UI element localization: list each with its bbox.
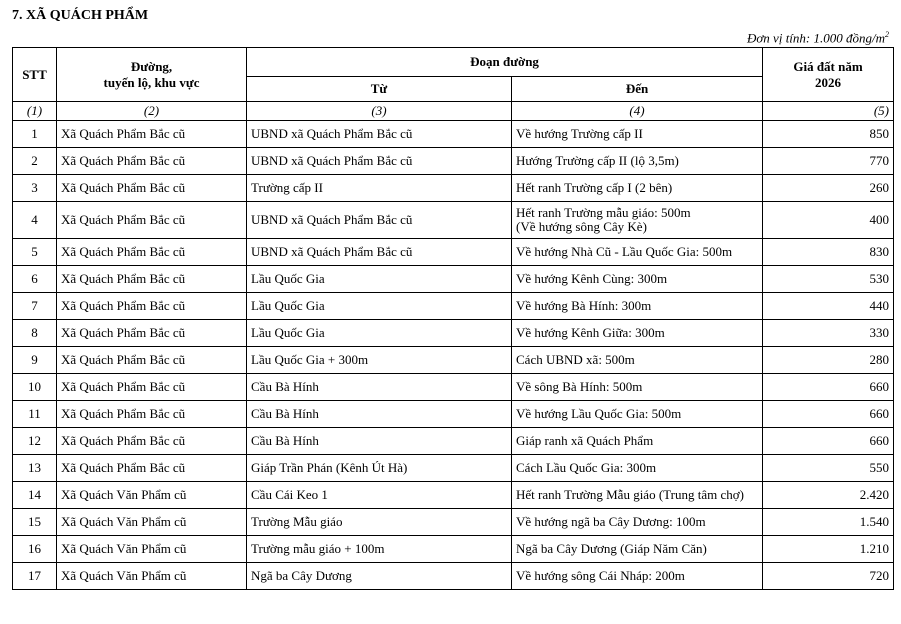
table-row <box>13 293 894 320</box>
header-price-line2: 2026 <box>815 74 842 90</box>
cell-to <box>512 202 763 239</box>
table-body <box>13 121 894 590</box>
column-index: (2) <box>57 102 247 121</box>
cell-to: Về hướng Kênh Giữa: 300m <box>512 320 763 347</box>
header-to: Đến <box>512 77 763 102</box>
table-row <box>13 482 894 509</box>
cell-price: 440 <box>763 293 894 320</box>
cell-to: Về hướng Bà Hính: 300m <box>512 293 763 320</box>
cell-road: Xã Quách Văn Phẩm cũ <box>57 509 247 536</box>
cell-road: Xã Quách Phẩm Bắc cũ <box>57 121 247 148</box>
cell-to: Về hướng ngã ba Cây Dương: 100m <box>512 509 763 536</box>
column-index: (4) <box>512 102 763 121</box>
section-title: 7. XÃ QUÁCH PHẨM <box>12 8 149 23</box>
header-stt: STT <box>13 48 57 102</box>
cell-stt: 7 <box>13 293 57 320</box>
cell-price: 770 <box>763 148 894 175</box>
table-row <box>13 509 894 536</box>
table-row <box>13 347 894 374</box>
cell-stt: 6 <box>13 266 57 293</box>
cell-road: Xã Quách Phẩm Bắc cũ <box>57 239 247 266</box>
table-row <box>13 428 894 455</box>
cell-to: Cách UBND xã: 500m <box>512 347 763 374</box>
cell-from: Lầu Quốc Gia <box>247 293 512 320</box>
cell-from: Trường mẫu giáo + 100m <box>247 536 512 563</box>
cell-road: Xã Quách Phẩm Bắc cũ <box>57 320 247 347</box>
cell-road: Xã Quách Phẩm Bắc cũ <box>57 293 247 320</box>
cell-to: Về hướng sông Cái Nháp: 200m <box>512 563 763 590</box>
cell-stt: 5 <box>13 239 57 266</box>
cell-road: Xã Quách Phẩm Bắc cũ <box>57 455 247 482</box>
table-row <box>13 455 894 482</box>
cell-price: 1.540 <box>763 509 894 536</box>
cell-price: 280 <box>763 347 894 374</box>
cell-stt: 16 <box>13 536 57 563</box>
cell-price: 660 <box>763 401 894 428</box>
land-price-table <box>12 47 894 590</box>
header-from: Từ <box>247 77 512 102</box>
cell-road: Xã Quách Phẩm Bắc cũ <box>57 401 247 428</box>
header-road-line2: tuyến lộ, khu vực <box>103 74 200 90</box>
cell-from: Cầu Bà Hính <box>247 428 512 455</box>
cell-price: 400 <box>763 202 894 239</box>
cell-price: 660 <box>763 428 894 455</box>
table-row <box>13 202 894 239</box>
cell-stt: 1 <box>13 121 57 148</box>
header-segment: Đoạn đường <box>247 48 763 77</box>
cell-from: Cầu Bà Hính <box>247 401 512 428</box>
cell-price: 550 <box>763 455 894 482</box>
cell-stt: 10 <box>13 374 57 401</box>
cell-road: Xã Quách Phẩm Bắc cũ <box>57 347 247 374</box>
cell-stt: 14 <box>13 482 57 509</box>
cell-to: Hết ranh Trường cấp I (2 bên) <box>512 175 763 202</box>
cell-price: 1.210 <box>763 536 894 563</box>
cell-to: Ngã ba Cây Dương (Giáp Năm Căn) <box>512 536 763 563</box>
unit-text: Đơn vị tính: 1.000 đồng/m <box>746 30 885 46</box>
cell-stt: 2 <box>13 148 57 175</box>
cell-stt: 8 <box>13 320 57 347</box>
cell-stt: 15 <box>13 509 57 536</box>
table-row <box>13 536 894 563</box>
cell-from: Cầu Bà Hính <box>247 374 512 401</box>
table-row <box>13 320 894 347</box>
cell-from: Trường cấp II <box>247 175 512 202</box>
cell-to: Cách Lầu Quốc Gia: 300m <box>512 455 763 482</box>
cell-to: Về hướng Trường cấp II <box>512 121 763 148</box>
cell-road: Xã Quách Văn Phẩm cũ <box>57 482 247 509</box>
header-road <box>57 48 247 102</box>
table-row <box>13 401 894 428</box>
header-price-line1: Giá đất năm <box>793 58 863 74</box>
cell-from: UBND xã Quách Phẩm Bắc cũ <box>247 121 512 148</box>
cell-to: Giáp ranh xã Quách Phẩm <box>512 428 763 455</box>
header-road-line1: Đường, <box>130 58 173 74</box>
table-row <box>13 175 894 202</box>
cell-from: Cầu Cái Keo 1 <box>247 482 512 509</box>
table-row <box>13 239 894 266</box>
cell-from: Lầu Quốc Gia <box>247 320 512 347</box>
cell-to: Về hướng Lầu Quốc Gia: 500m <box>512 401 763 428</box>
cell-from: Lầu Quốc Gia <box>247 266 512 293</box>
cell-from: Trường Mẫu giáo <box>247 509 512 536</box>
cell-road: Xã Quách Phẩm Bắc cũ <box>57 202 247 239</box>
cell-from: UBND xã Quách Phẩm Bắc cũ <box>247 202 512 239</box>
cell-road: Xã Quách Văn Phẩm cũ <box>57 563 247 590</box>
cell-road: Xã Quách Phẩm Bắc cũ <box>57 175 247 202</box>
table-row <box>13 563 894 590</box>
cell-to: Hết ranh Trường Mẫu giáo (Trung tâm chợ) <box>512 482 763 509</box>
cell-price: 660 <box>763 374 894 401</box>
cell-to: Hướng Trường cấp II (lộ 3,5m) <box>512 148 763 175</box>
cell-price: 530 <box>763 266 894 293</box>
column-index: (5) <box>763 102 894 121</box>
table-row <box>13 121 894 148</box>
cell-from: Ngã ba Cây Dương <box>247 563 512 590</box>
table-row <box>13 374 894 401</box>
cell-stt: 9 <box>13 347 57 374</box>
table-row <box>13 266 894 293</box>
cell-price: 2.420 <box>763 482 894 509</box>
cell-from: UBND xã Quách Phẩm Bắc cũ <box>247 148 512 175</box>
cell-to-line1: Hết ranh Trường mẫu giáo: 500m <box>516 205 691 220</box>
cell-road: Xã Quách Phẩm Bắc cũ <box>57 428 247 455</box>
cell-stt: 11 <box>13 401 57 428</box>
column-index-row <box>13 102 894 121</box>
column-index: (1) <box>13 102 57 121</box>
cell-road: Xã Quách Văn Phẩm cũ <box>57 536 247 563</box>
cell-price: 330 <box>763 320 894 347</box>
column-index: (3) <box>247 102 512 121</box>
cell-from: Lầu Quốc Gia + 300m <box>247 347 512 374</box>
cell-road: Xã Quách Phẩm Bắc cũ <box>57 374 247 401</box>
cell-to: Về hướng Nhà Cũ - Lầu Quốc Gia: 500m <box>512 239 763 266</box>
cell-to: Về hướng Kênh Cùng: 300m <box>512 266 763 293</box>
cell-price: 260 <box>763 175 894 202</box>
cell-road: Xã Quách Phẩm Bắc cũ <box>57 148 247 175</box>
cell-to: Về sông Bà Hính: 500m <box>512 374 763 401</box>
cell-stt: 12 <box>13 428 57 455</box>
cell-stt: 4 <box>13 202 57 239</box>
cell-price: 720 <box>763 563 894 590</box>
cell-price: 830 <box>763 239 894 266</box>
cell-stt: 13 <box>13 455 57 482</box>
cell-stt: 17 <box>13 563 57 590</box>
cell-from: Giáp Trần Phán (Kênh Út Hà) <box>247 455 512 482</box>
cell-price: 850 <box>763 121 894 148</box>
unit-label <box>747 30 889 46</box>
cell-road: Xã Quách Phẩm Bắc cũ <box>57 266 247 293</box>
header-price <box>763 48 894 102</box>
cell-stt: 3 <box>13 175 57 202</box>
cell-to-line2: (Về hướng sông Cây Kè) <box>516 219 647 234</box>
table-row <box>13 148 894 175</box>
cell-from: UBND xã Quách Phẩm Bắc cũ <box>247 239 512 266</box>
unit-superscript: 2 <box>885 30 889 39</box>
